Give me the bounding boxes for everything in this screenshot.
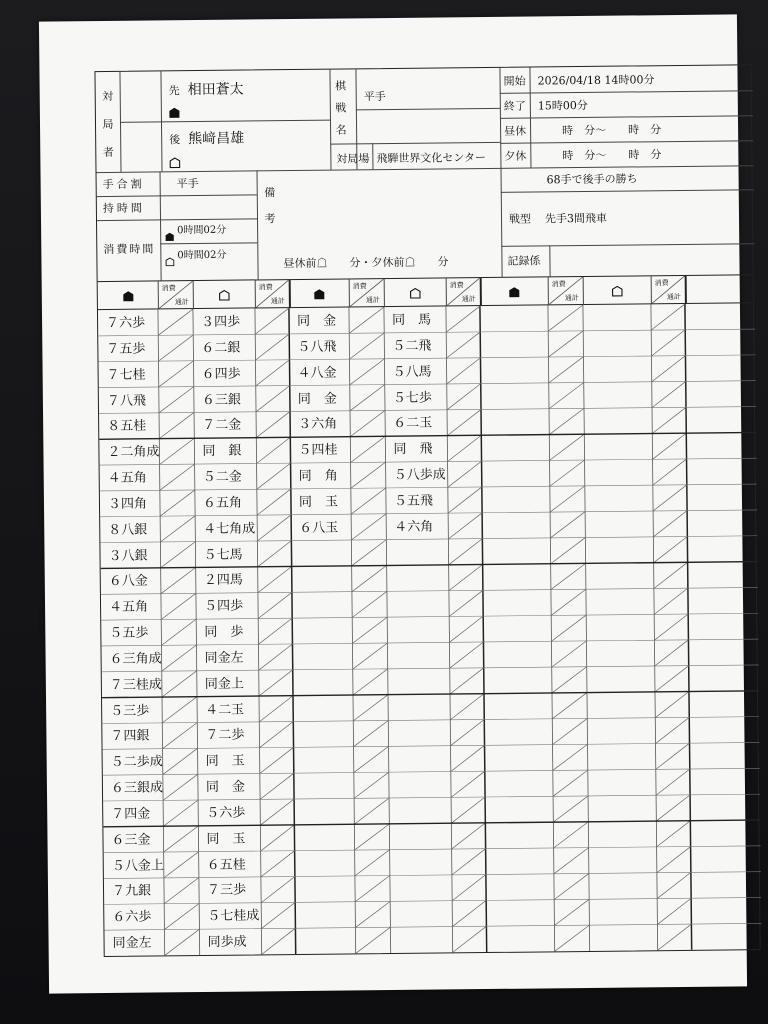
sente-move: ７七桂 — [106, 367, 146, 383]
sente-move: 同金左 — [112, 935, 152, 952]
sente-move: ３八銀 — [108, 548, 148, 564]
sente-icon — [169, 103, 180, 122]
gote-move: 同 歩 — [204, 624, 244, 641]
end-value: 15時00分 — [537, 98, 588, 113]
sente-move: ４八金 — [297, 365, 337, 381]
sente-move: ８五桂 — [107, 418, 147, 435]
score-sheet-paper — [39, 14, 747, 993]
time-label: 持時間 — [102, 201, 145, 216]
sente-move: ５二歩成 — [110, 754, 163, 771]
gote-move: ５六歩 — [206, 805, 246, 821]
kisen-label-1: 棋 — [335, 79, 347, 93]
gote-move: 同 玉 — [205, 753, 245, 770]
gote-label: 後 — [169, 133, 181, 147]
sente-move: ６八玉 — [299, 520, 339, 536]
sente-move: 同 金 — [297, 391, 337, 407]
lunch-value: 時 分〜 時 分 — [562, 123, 662, 138]
gote-name: 熊﨑昌雄 — [188, 130, 245, 148]
gote-used-icon — [165, 251, 174, 270]
gote-move: ５七桂成 — [207, 908, 260, 925]
sente-move: ７三桂成 — [109, 677, 162, 693]
sente-move: ５八飛 — [297, 339, 337, 355]
gote-move: ６五角 — [202, 495, 243, 511]
gote-move: ４二玉 — [205, 702, 245, 718]
time-subheader — [349, 279, 384, 307]
start-label: 開始 — [503, 74, 526, 88]
result: 68手で後手の勝ち — [546, 172, 638, 187]
taikyoku-label-1: 対 — [102, 89, 114, 104]
gote-move: ７二金 — [202, 417, 242, 434]
taikyoku-label-3: 者 — [102, 145, 114, 160]
sub-consumed: 消費 — [161, 284, 176, 293]
gote-move: ５四歩 — [203, 598, 244, 615]
sente-move: 同 金 — [297, 313, 337, 329]
gote-move: ３四歩 — [201, 314, 241, 330]
remarks-label-2: 考 — [264, 212, 276, 226]
sente-move: ６六歩 — [112, 909, 152, 926]
gote-move: 同金左 — [204, 650, 244, 666]
start-value: 2026/04/18 14時00分 — [537, 73, 655, 88]
gote-move: ５二飛 — [392, 338, 432, 354]
gote-move: ６四歩 — [201, 366, 241, 382]
sub-total: 通計 — [564, 294, 579, 303]
kisen-label-2: 戦 — [335, 101, 347, 115]
recorder-label: 記録係 — [507, 254, 541, 268]
sente-move: ７四銀 — [110, 729, 150, 745]
sente-move: ２二角成 — [107, 444, 160, 461]
sente-move: ４五角 — [108, 599, 149, 616]
gote-move: 同歩成 — [207, 934, 247, 951]
gote-move: ５七歩 — [392, 390, 432, 406]
sente-move: ６三銀成 — [110, 780, 164, 797]
sente-column-icon — [480, 277, 548, 306]
sente-move: ６八金 — [108, 573, 148, 590]
time-subheader — [446, 278, 480, 306]
time-subheader — [158, 281, 193, 309]
gote-move: 同 玉 — [206, 831, 246, 847]
sub-total: 通計 — [461, 295, 476, 304]
sente-move: ３四角 — [107, 496, 148, 512]
sub-total: 通計 — [174, 298, 189, 307]
sub-total: 通計 — [666, 292, 681, 302]
gote-move: ５五飛 — [393, 493, 434, 509]
sente-label: 先 — [168, 84, 180, 98]
gote-move: ７二歩 — [205, 728, 245, 744]
time-subheader — [255, 280, 289, 308]
sente-move: ５八金上 — [111, 858, 164, 874]
time-subheader — [548, 277, 583, 305]
gote-move: ２四馬 — [203, 572, 243, 589]
sente-move: ６三角成 — [109, 651, 162, 667]
gote-move: ６二玉 — [393, 415, 433, 432]
move-record-grid — [98, 303, 760, 956]
gote-move: ５二金 — [202, 469, 242, 486]
sente-move: 同 玉 — [298, 494, 339, 510]
sub-consumed: 消費 — [449, 281, 464, 290]
sub-consumed: 消費 — [654, 279, 669, 288]
taikyoku-label-2: 局 — [102, 117, 114, 132]
sente-used-icon — [165, 226, 174, 245]
sente-move: ８八銀 — [108, 522, 148, 538]
senkei-value: 先手3間飛車 — [544, 211, 608, 226]
sub-consumed: 消費 — [352, 282, 367, 291]
sente-move: ７九銀 — [111, 884, 152, 900]
sente-move: 同 角 — [298, 468, 338, 485]
game-info-header — [95, 65, 752, 282]
evening-value: 時 分〜 時 分 — [562, 148, 662, 163]
kisen-label-3: 名 — [335, 123, 347, 137]
sente-used: 0時間02分 — [177, 224, 227, 237]
gote-move: ５七馬 — [203, 547, 243, 563]
gote-move: ６二銀 — [201, 340, 241, 356]
sente-name: 相田蒼太 — [187, 81, 244, 99]
sente-move: ６三金 — [111, 832, 151, 848]
kifu-sheet — [94, 64, 760, 957]
sente-column-icon — [98, 281, 158, 310]
gote-used: 0時間02分 — [177, 249, 227, 262]
handicap-label: 手合割 — [102, 177, 145, 192]
sente-move: ７八飛 — [106, 393, 146, 409]
gote-column-icon — [384, 278, 446, 307]
gote-move: ６三銀 — [201, 392, 241, 408]
gote-move: ４七角成 — [203, 521, 256, 537]
gote-icon — [169, 153, 180, 172]
sub-consumed: 消費 — [258, 283, 273, 292]
sub-total: 通計 — [365, 296, 380, 305]
sente-move: ３六角 — [298, 416, 338, 433]
gote-move: ５八馬 — [392, 364, 432, 380]
senkei-label: 戦型 — [508, 212, 532, 226]
sente-move: ７六歩 — [106, 315, 146, 331]
kisen-value: 平手 — [363, 90, 386, 104]
time-subheader — [651, 276, 685, 304]
sente-move: ４五角 — [107, 470, 147, 487]
used-label: 消費時間 — [103, 242, 156, 257]
evening-label: 夕休 — [504, 149, 527, 163]
gote-move: ６五桂 — [206, 857, 246, 873]
end-label: 終了 — [503, 99, 526, 113]
sub-consumed: 消費 — [551, 280, 566, 289]
gote-move: 同 飛 — [393, 441, 433, 458]
sente-move: ５四桂 — [298, 442, 338, 459]
sente-move: ７四金 — [111, 806, 151, 822]
gote-move: ７三歩 — [206, 883, 247, 899]
handicap-value: 平手 — [176, 177, 199, 191]
lunch-label: 昼休 — [504, 124, 527, 138]
gote-move: 同 馬 — [391, 312, 432, 328]
sente-move: ５三歩 — [110, 703, 150, 719]
venue-label: 対局場 — [336, 152, 370, 166]
break-line: 昼休前☖ 分・夕休前☖ 分 — [283, 255, 449, 271]
sente-move: ７五歩 — [106, 341, 146, 357]
gote-move: ４六角 — [394, 519, 434, 535]
remarks-label-1: 備 — [264, 186, 276, 200]
gote-column-icon — [193, 280, 255, 309]
gote-column-icon — [583, 276, 651, 305]
venue-value: 飛騨世界文化センター — [376, 151, 487, 166]
sente-move: ５五歩 — [109, 625, 149, 642]
gote-move: 同 銀 — [202, 443, 242, 460]
sub-total: 通計 — [270, 297, 285, 306]
gote-move: 同金上 — [204, 676, 244, 692]
gote-move: 同 金 — [205, 779, 246, 796]
sente-column-icon — [289, 279, 349, 308]
gote-move: ５八歩成 — [393, 467, 446, 484]
